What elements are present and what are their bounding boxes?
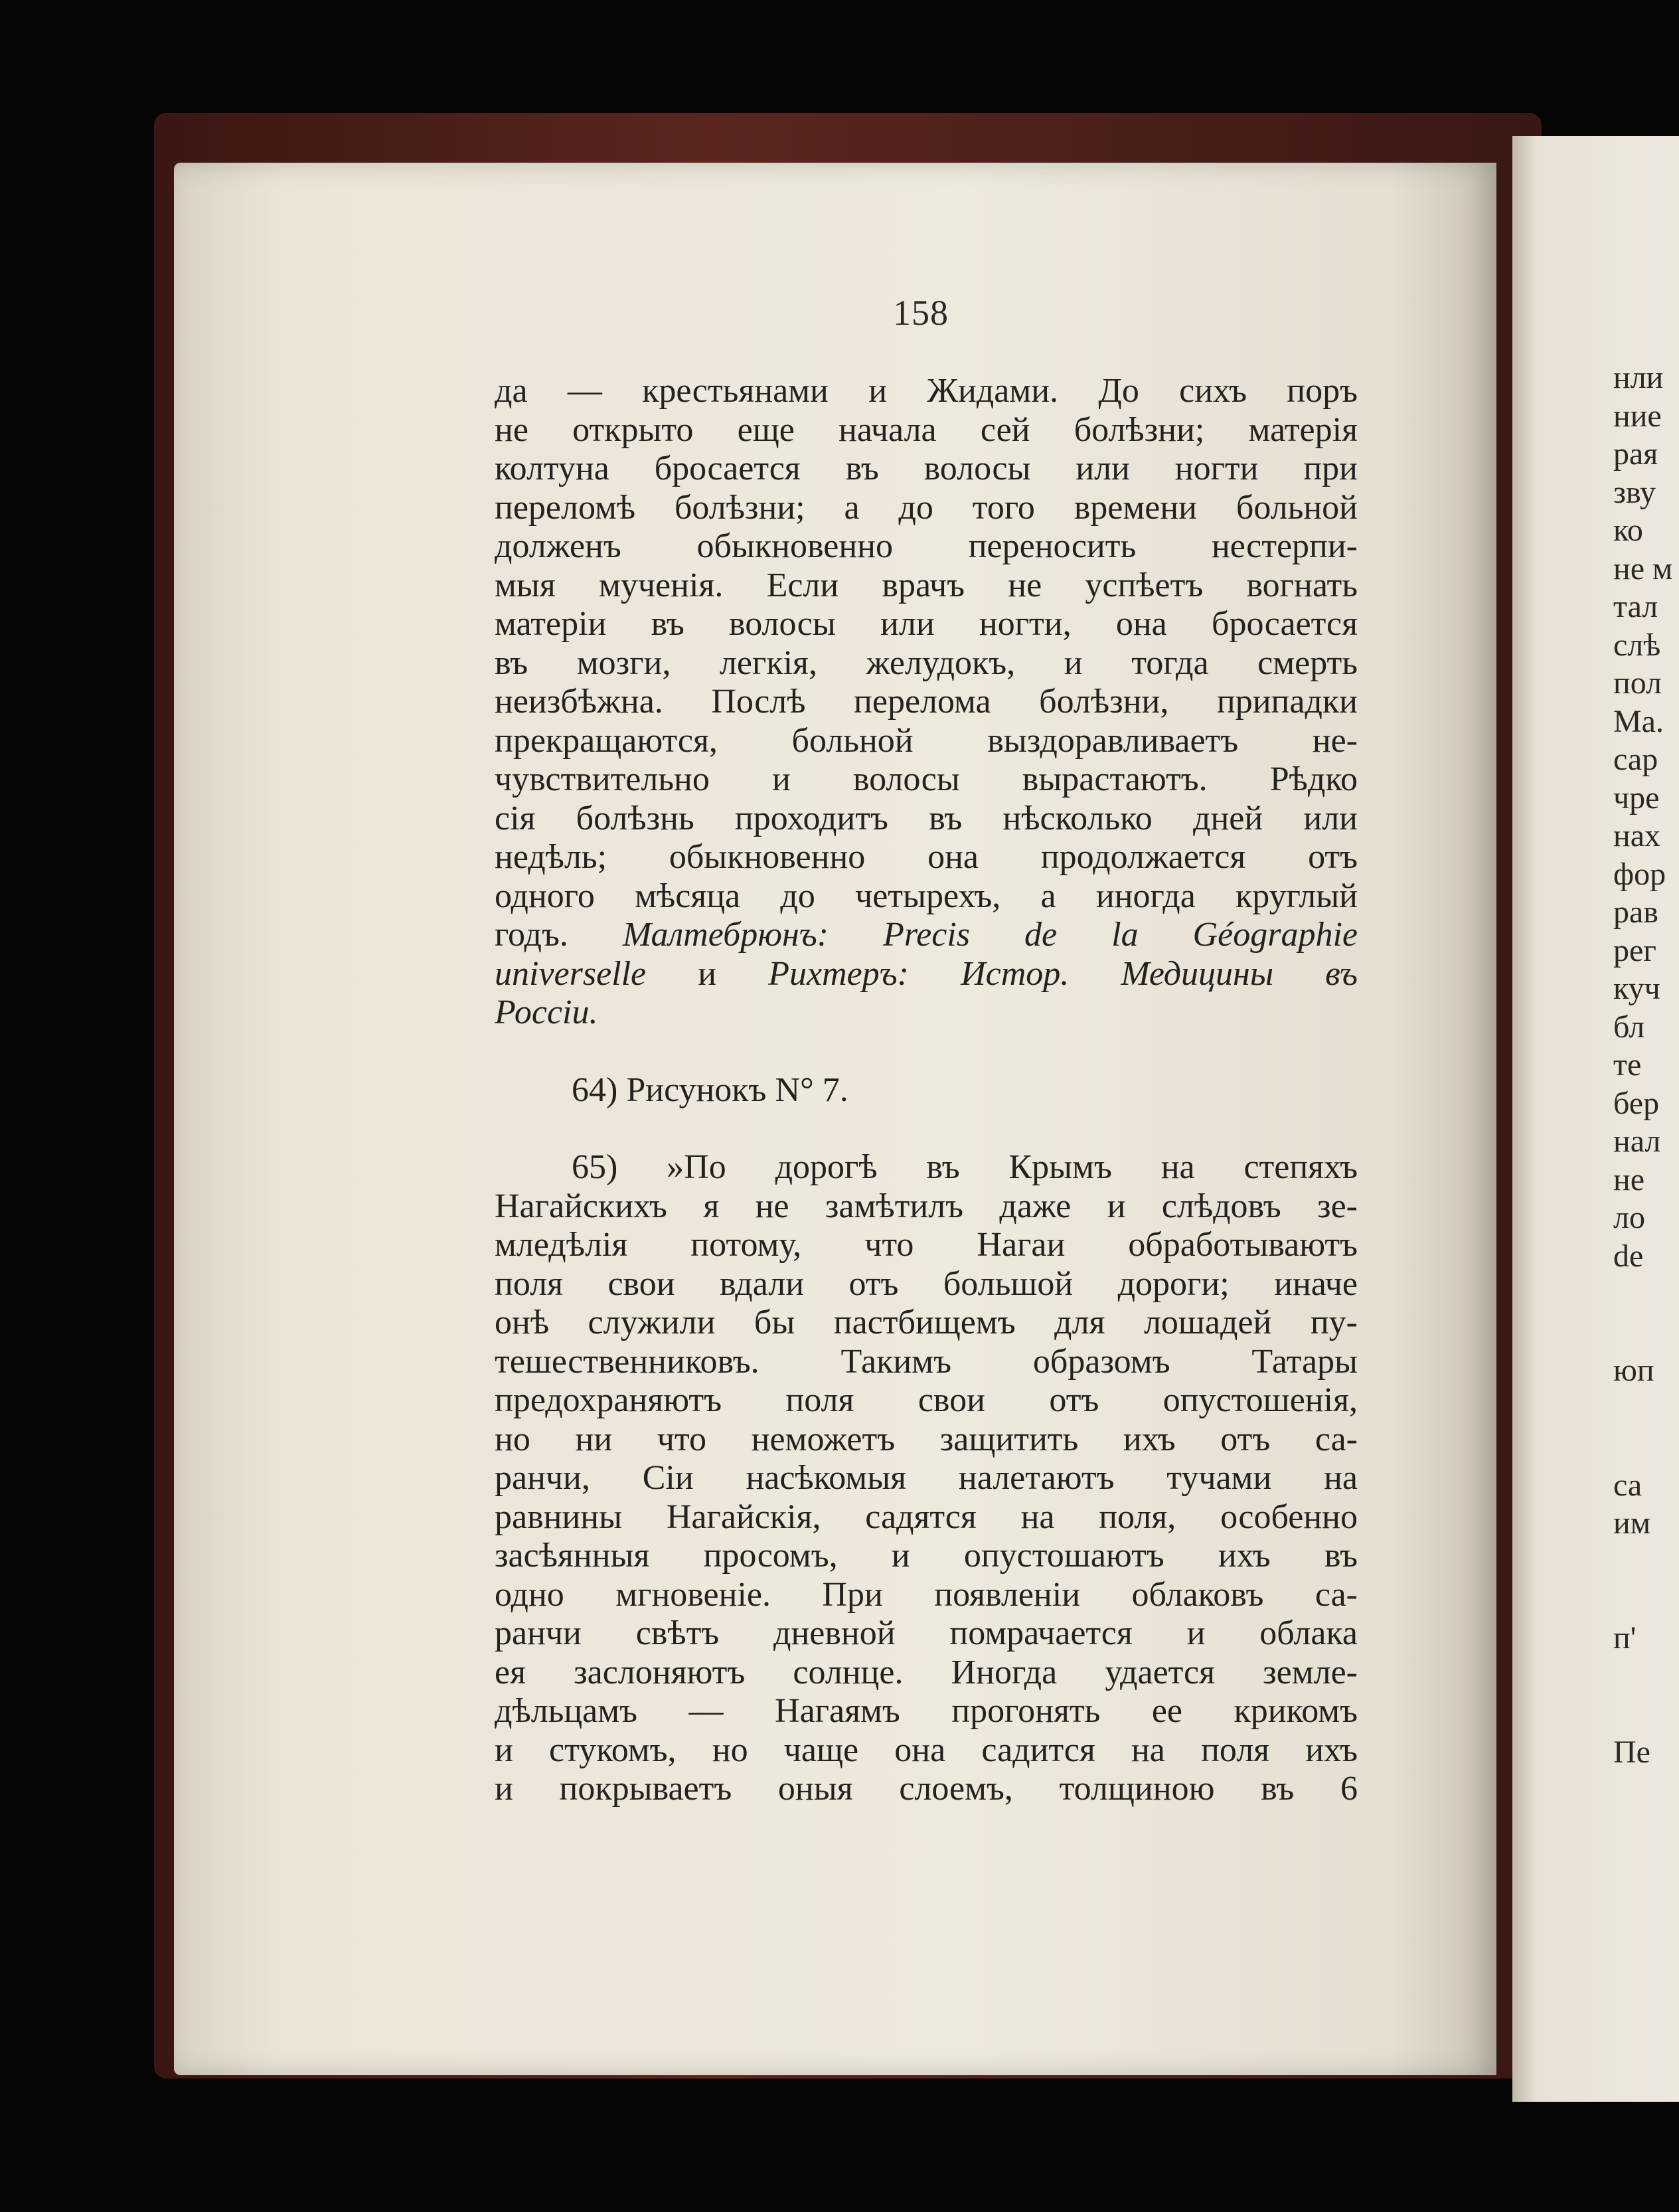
fragment: ко: [1613, 513, 1643, 548]
fragment: ло: [1613, 1200, 1645, 1235]
text-line: онѣ служили бы пастбищемъ для лошадей пу-: [495, 1304, 1358, 1341]
fragment: бл: [1613, 1009, 1645, 1045]
right-page-text-fragments: [1613, 359, 1679, 1772]
text-line: Нагайскихъ я не замѣтилъ даже и слѣдовъ зе-: [495, 1187, 1358, 1225]
text-line: поля свои вдали отъ большой дороги; иначе: [495, 1264, 1358, 1303]
text-line: и покрываетъ оныя слоемъ, толщиною въ 6: [495, 1770, 1358, 1808]
fragment: Пе: [1613, 1735, 1650, 1770]
fragment: бер: [1613, 1085, 1660, 1121]
figure-reference-heading: 64) Рисунокъ N° 7.: [572, 1070, 848, 1109]
page-number: 158: [893, 293, 949, 333]
text-line: тешественниковъ. Такимъ образомъ Татары: [495, 1342, 1358, 1381]
fragment: рег: [1613, 932, 1656, 968]
citation-source: Малтебрюнъ: Precis de la Géographie: [622, 916, 1358, 954]
fragment: не м: [1613, 551, 1673, 586]
citation-source: universelle: [495, 954, 647, 993]
text-line: мледѣлія потому, что Нагаи обработываютъ: [495, 1226, 1358, 1264]
text-line: чувствительно и волосы вырастаютъ. Рѣдко: [495, 760, 1358, 798]
fragment: не: [1613, 1161, 1644, 1197]
fragment: нах: [1613, 818, 1660, 853]
text-line: колтуна бросается въ волосы или ногти при: [495, 450, 1358, 487]
text-line: дѣльцамъ — Нагаямъ прогонять ее крикомъ: [495, 1692, 1358, 1730]
text-line: неизбѣжна. Послѣ перелома болѣзни, припадки: [495, 683, 1358, 721]
fragment: рав: [1613, 894, 1658, 930]
text-line: одного мѣсяца до четырехъ, а иногда круглый: [495, 877, 1358, 915]
fragment: нал: [1613, 1124, 1661, 1159]
text-line: ея заслоняютъ солнце. Иногда удается земле-: [495, 1653, 1358, 1691]
citation-source: Рихтеръ: Истор. Медицины въ: [768, 954, 1358, 993]
fragment: слѣ: [1613, 627, 1661, 663]
fragment: чре: [1613, 780, 1660, 815]
citation-text: и: [698, 954, 717, 993]
text-line: засѣянныя просомъ, и опустошаютъ ихъ въ: [495, 1537, 1358, 1574]
text-line: предохраняютъ поля свои отъ опустошенія,: [495, 1381, 1358, 1419]
text-line: не открыто еще начала сей болѣзни; матерія: [495, 410, 1358, 449]
text-line: одно мгновеніе. При появленіи облаковъ са-: [495, 1575, 1358, 1614]
text-line: равнины Нагайскія, садятся на поля, особенно: [495, 1497, 1358, 1536]
text-line: и стукомъ, но чаще она садится на поля ихъ: [495, 1731, 1358, 1769]
text-line: прекращаются, больной выздоравливаетъ не-: [495, 721, 1358, 760]
fragment: им: [1613, 1505, 1651, 1541]
fragment: рая: [1613, 436, 1658, 471]
fragment: фор: [1613, 856, 1666, 892]
text-line: недѣль; обыкновенно она продолжается отъ: [495, 838, 1358, 876]
fragment: куч: [1613, 971, 1660, 1006]
fragment: те: [1613, 1047, 1642, 1082]
fragment: de: [1613, 1238, 1644, 1274]
text-line: да — крестьянами и Жидами. До сихъ поръ: [495, 372, 1358, 410]
text-line: сія болѣзнь проходитъ въ нѣсколько дней или: [495, 799, 1358, 837]
fragment: юп: [1613, 1353, 1654, 1388]
fragment: ние: [1613, 398, 1662, 434]
text-line: 65) »По дорогѣ въ Крымъ на степяхъ: [572, 1148, 1358, 1186]
fragment: Ма.: [1613, 703, 1664, 739]
fragment: сар: [1613, 742, 1658, 777]
citation-line: [495, 955, 1358, 994]
text-line: долженъ обыкновенно переносить нестерпи-: [495, 527, 1358, 565]
fragment: са: [1613, 1467, 1642, 1503]
text-line: но ни что неможетъ защитить ихъ отъ са-: [495, 1420, 1358, 1458]
fragment: зву: [1613, 474, 1656, 510]
text-line: матеріи въ волосы или ногти, она бросается: [495, 605, 1358, 643]
text-line: мыя мученія. Если врачъ не успѣетъ вогнать: [495, 566, 1358, 604]
fragment: п': [1613, 1620, 1637, 1656]
text-line: въ мозги, легкія, желудокъ, и тогда смерть: [495, 643, 1358, 682]
text-line: переломѣ болѣзни; а до того времени больной: [495, 488, 1358, 527]
citation-text: годъ.: [495, 916, 568, 954]
text-line: ранчи свѣтъ дневной помрачается и облака: [495, 1614, 1358, 1652]
citation-line: [495, 916, 1358, 955]
fragment: нли: [1613, 360, 1664, 395]
fragment: пол: [1613, 665, 1662, 701]
page-text: [495, 372, 1358, 1809]
citation-line: Россіи.: [495, 993, 598, 1031]
text-line: ранчи, Сіи насѣкомыя налетаютъ тучами на: [495, 1459, 1358, 1497]
fragment: тал: [1613, 589, 1658, 624]
